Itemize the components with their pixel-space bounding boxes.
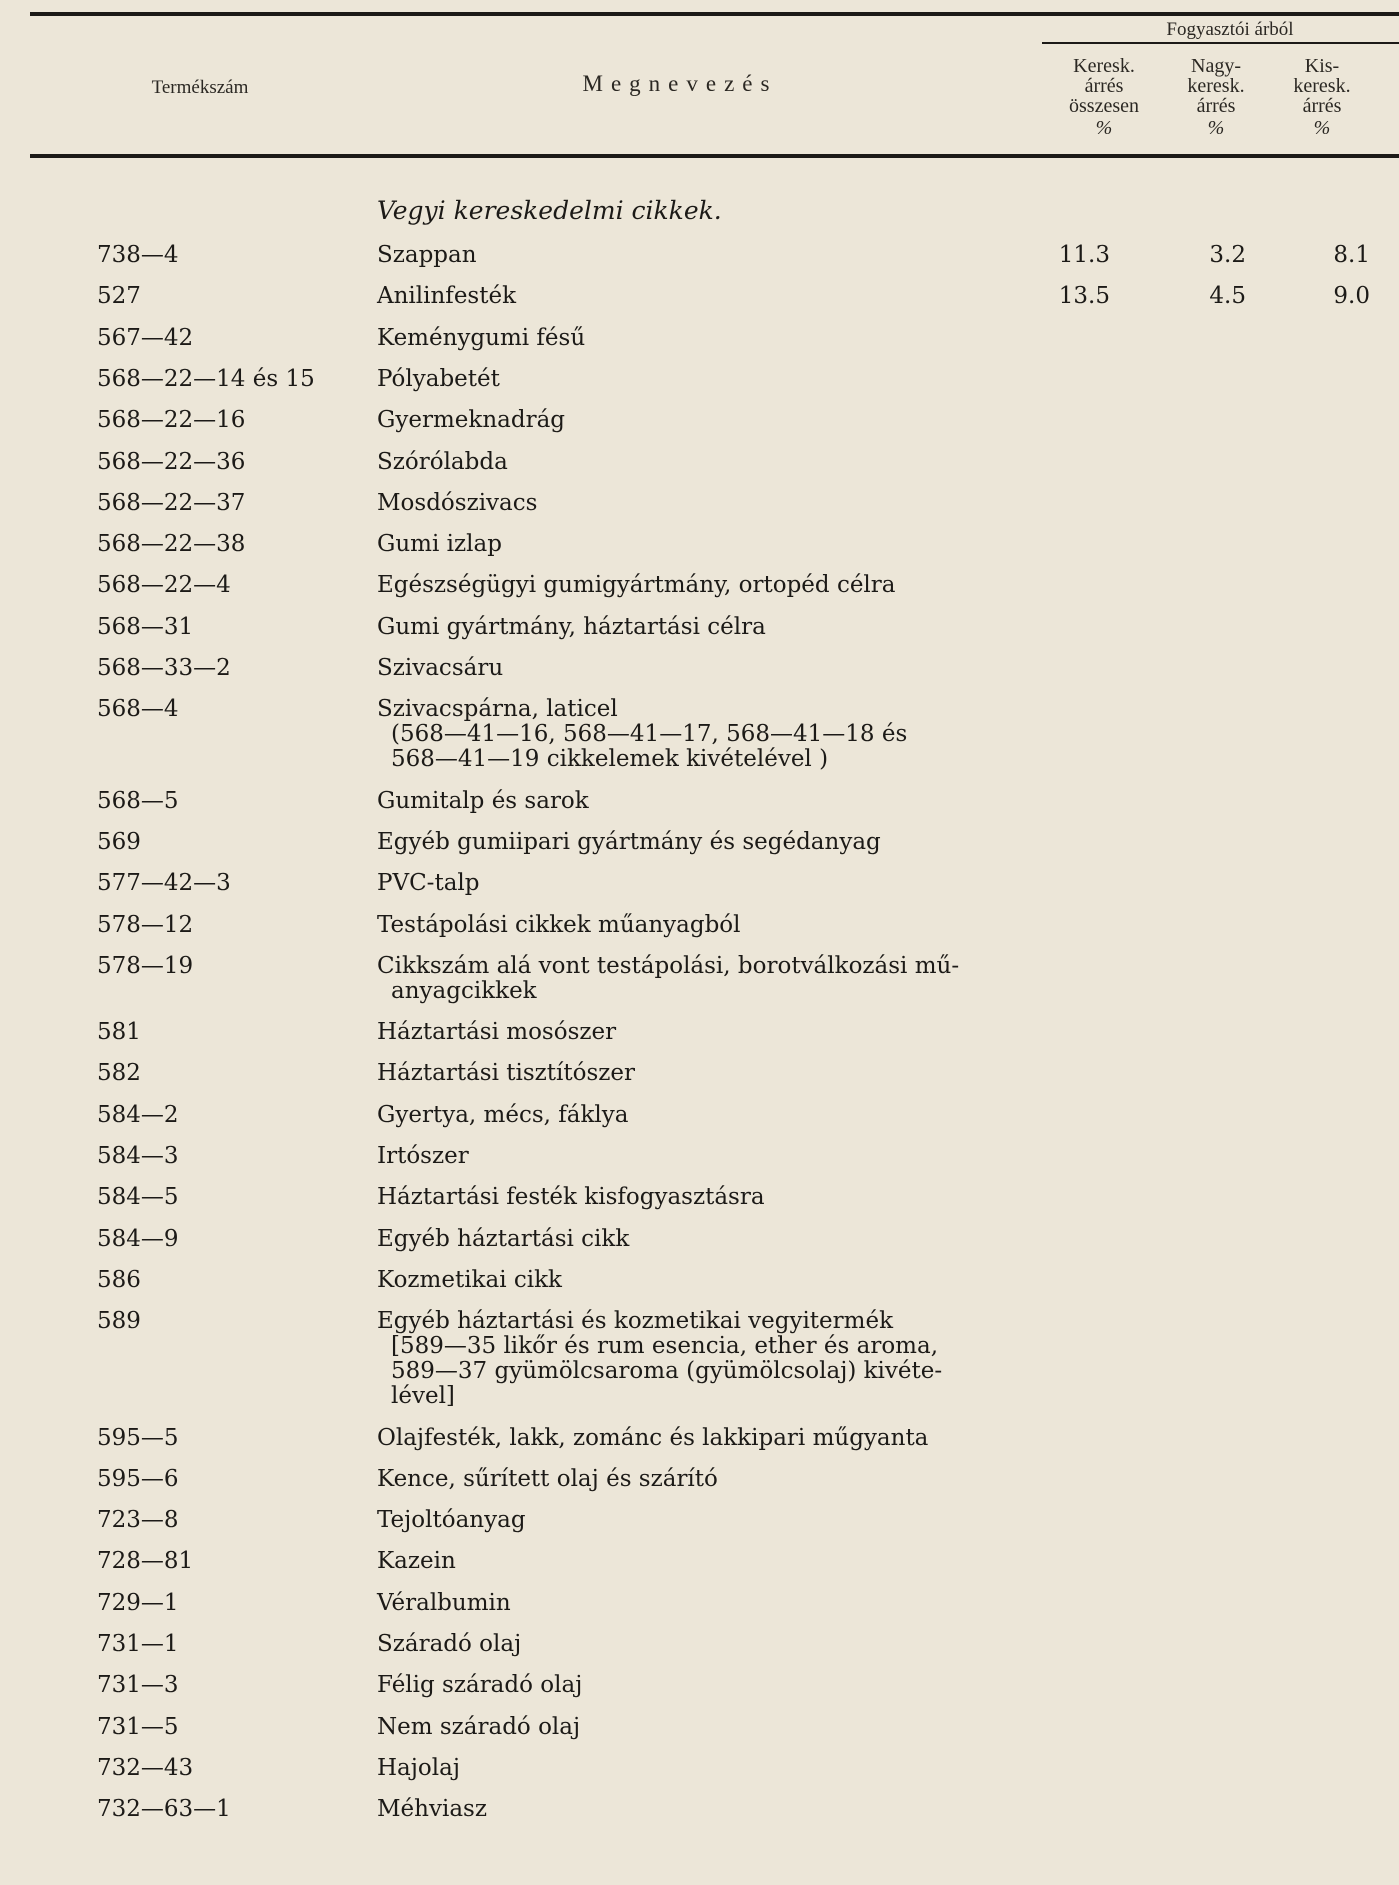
retail-margin-value: 8.1 [1333, 242, 1370, 268]
product-name [377, 450, 1057, 475]
product-code: 581 [97, 1019, 141, 1046]
product-name-line: Száradó olaj [377, 1631, 522, 1657]
product-name-line: Gumitalp és sarok [377, 787, 589, 814]
product-code: 568—22—37 [97, 489, 246, 516]
product-name [377, 913, 1057, 938]
product-name-line: Olajfesték, lakk, zománc és lakkipari műgyanta [377, 1424, 929, 1451]
product-name-line: Anilinfesték [377, 283, 517, 310]
product-code: 738—4 [97, 242, 179, 268]
name-header: Megnevezés [582, 71, 778, 96]
product-name [377, 1756, 1057, 1781]
product-name-line: Mosdószivacs [377, 489, 538, 516]
product-name [377, 1103, 1057, 1128]
product-name [377, 1185, 1057, 1210]
product-name-line: 589—37 gyümölcsaroma (gyümölcsolaj) kivéte- [391, 1358, 943, 1385]
product-code: 578—12 [97, 911, 194, 938]
product-name [377, 573, 1057, 598]
product-name-line: Méhviasz [377, 1796, 487, 1823]
product-name-line: PVC-talp [377, 870, 480, 897]
product-name-line: Keménygumi fésű [377, 324, 586, 351]
retail-margin-value: 9.0 [1333, 283, 1370, 310]
product-name-line: Kazein [377, 1548, 456, 1575]
product-name [377, 1797, 1057, 1822]
product-name [377, 871, 1057, 896]
product-code: 584—9 [97, 1225, 179, 1252]
product-code: 595—6 [97, 1465, 179, 1492]
product-name [377, 830, 1057, 855]
product-name-line: Véralbumin [377, 1589, 511, 1616]
product-name-line: Szivacsáru [377, 655, 504, 681]
product-name-line: 568—41—19 cikkelemek kivételével ) [391, 746, 829, 773]
product-name-line: [589—35 likőr és rum esencia, ether és aroma, [391, 1333, 939, 1360]
product-code: 731—5 [97, 1713, 179, 1740]
price-group-header: Fogyasztói árból [1166, 19, 1294, 40]
product-name-line: Gyertya, mécs, fáklya [377, 1101, 629, 1128]
product-code: 568—22—38 [97, 531, 246, 558]
product-name [377, 1549, 1057, 1574]
product-name [377, 1426, 1057, 1451]
product-name-line: Gumi izlap [377, 531, 502, 558]
product-name [377, 1227, 1057, 1252]
product-name [377, 367, 1057, 392]
product-name [377, 1020, 1057, 1045]
product-name-line: Gumi gyártmány, háztartási célra [377, 613, 766, 640]
product-name-line: Gyermeknadrág [377, 407, 566, 434]
product-name-line: Félig száradó olaj [377, 1672, 583, 1699]
header-bottom-rule [30, 154, 1399, 158]
product-code: 568—4 [97, 696, 179, 723]
product-code: 584—2 [97, 1101, 179, 1128]
product-name [377, 1632, 1057, 1657]
product-code: 568—22—4 [97, 572, 231, 599]
product-name [377, 615, 1057, 640]
total-margin-value: 11.3 [1058, 242, 1110, 268]
product-name-line: Hajolaj [377, 1754, 460, 1781]
product-name [377, 1508, 1057, 1533]
product-name-line: Egyéb háztartási cikk [377, 1225, 630, 1252]
product-name [377, 1715, 1057, 1740]
product-code: 568—22—36 [97, 448, 246, 475]
product-name [377, 1673, 1057, 1698]
product-name [377, 656, 1057, 681]
product-name-line: Szappan [377, 242, 477, 268]
product-name-line: Szivacspárna, laticel [377, 696, 618, 723]
product-code: 568—31 [97, 613, 194, 640]
product-code: 723—8 [97, 1507, 179, 1534]
product-name-line: Háztartási mosószer [377, 1019, 617, 1046]
product-name [377, 954, 1057, 1004]
product-name-line: Egyéb gumiipari gyártmány és segédanyag [377, 828, 881, 855]
product-code: 568—33—2 [97, 655, 231, 681]
total-margin-value: 13.5 [1058, 283, 1110, 310]
product-code: 586 [97, 1266, 141, 1293]
product-name [377, 789, 1057, 814]
product-code: 589 [97, 1308, 141, 1335]
product-name [377, 243, 1057, 268]
product-code: 731—3 [97, 1672, 179, 1699]
product-name-line: anyagcikkek [391, 977, 537, 1004]
product-name [377, 1061, 1057, 1086]
product-code: 584—3 [97, 1143, 179, 1169]
product-name-line: Szórólabda [377, 448, 508, 475]
product-name-line: Nem száradó olaj [377, 1713, 581, 1740]
product-code: 569 [97, 828, 141, 855]
wholesale-margin-header: Nagy- keresk. árrés % [1187, 55, 1245, 139]
product-name-line: Kence, sűrített olaj és szárító [377, 1465, 718, 1492]
product-name-line: Cikkszám alá vont testápolási, borotválkozási mű- [377, 952, 960, 979]
wholesale-margin-value: 4.5 [1209, 283, 1246, 310]
product-name [377, 1309, 1057, 1409]
product-name [377, 1268, 1057, 1293]
product-code: 731—1 [97, 1631, 179, 1657]
product-name [377, 1467, 1057, 1492]
product-name-line: Irtószer [377, 1143, 469, 1169]
product-code: 568—22—14 és 15 [97, 365, 315, 392]
product-name-line: Háztartási festék kisfogyasztásra [377, 1184, 765, 1211]
product-name [377, 284, 1057, 309]
product-code: 527 [97, 283, 141, 310]
product-code: 729—1 [97, 1589, 179, 1616]
product-code: 595—5 [97, 1424, 179, 1451]
product-code: 582 [97, 1060, 141, 1087]
group-header-rule [1042, 42, 1399, 44]
product-name-line: Egyéb háztartási és kozmetikai vegyitermék [377, 1308, 894, 1335]
product-code: 584—5 [97, 1184, 179, 1211]
retail-margin-header: Kis- keresk. árrés % [1293, 55, 1351, 139]
product-code: 732—63—1 [97, 1796, 231, 1823]
section-title: Vegyi kereskedelmi cikkek. [377, 196, 722, 225]
product-name-line: Egészségügyi gumigyártmány, ortopéd célra [377, 572, 896, 599]
product-name-line: Tejoltóanyag [377, 1507, 526, 1534]
trade-margin-total-header: Keresk. árrés összesen % [1069, 55, 1139, 139]
product-code: 732—43 [97, 1754, 194, 1781]
product-name [377, 326, 1057, 351]
product-code: 728—81 [97, 1548, 194, 1575]
product-name-line: Pólyabetét [377, 365, 500, 392]
product-name-line: Háztartási tisztítószer [377, 1060, 635, 1087]
product-name [377, 1144, 1057, 1169]
product-name-line: Kozmetikai cikk [377, 1266, 562, 1293]
product-code: 568—5 [97, 787, 179, 814]
product-code: 578—19 [97, 952, 194, 979]
product-name-line: Testápolási cikkek műanyagból [377, 911, 741, 938]
product-name [377, 408, 1057, 433]
product-name [377, 491, 1057, 516]
product-name-line: (568—41—16, 568—41—17, 568—41—18 és [391, 721, 908, 748]
product-name [377, 1591, 1057, 1616]
product-name-line: lével] [391, 1383, 455, 1410]
product-code: 577—42—3 [97, 870, 231, 897]
top-rule [30, 12, 1399, 16]
product-code: 568—22—16 [97, 407, 246, 434]
product-code-header: Termékszám [151, 77, 249, 98]
product-code: 567—42 [97, 324, 194, 351]
product-name [377, 697, 1057, 772]
wholesale-margin-value: 3.2 [1209, 242, 1246, 268]
product-name [377, 532, 1057, 557]
